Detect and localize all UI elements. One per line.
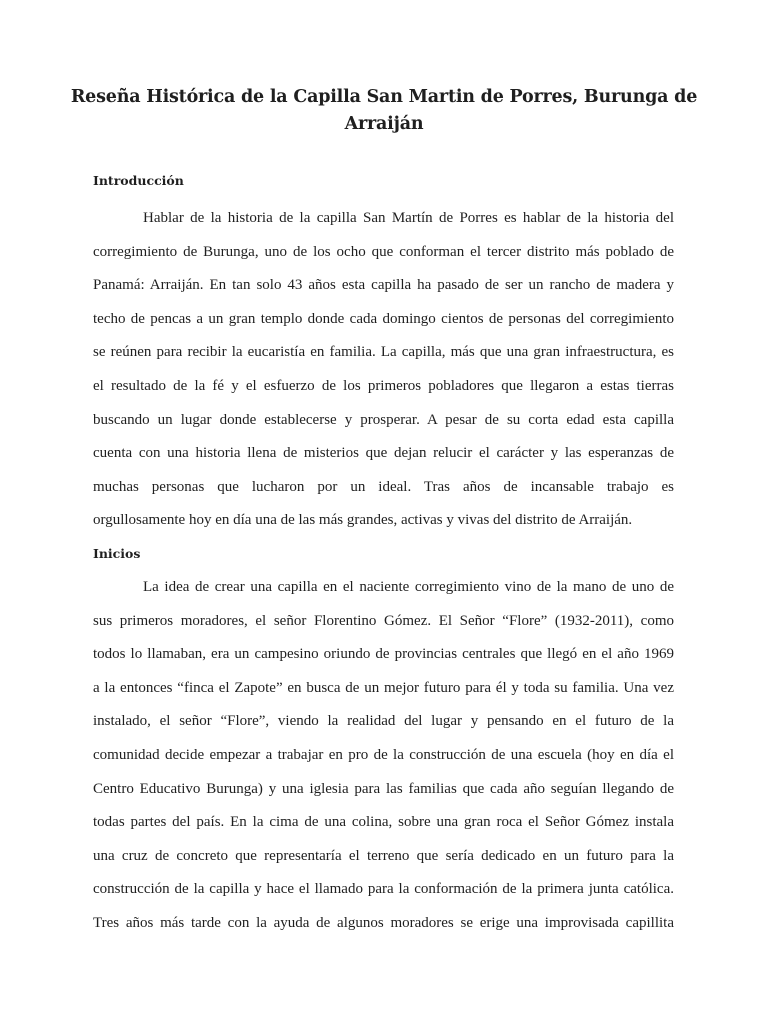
paragraph-line: Hablar de la historia de la capilla San Martín de Porres es hablar de la historia del	[143, 210, 674, 226]
paragraph-line: el resultado de la fé y el esfuerzo de los primeros pobladores que llegaron a estas tierras	[93, 377, 674, 394]
paragraph-line: muchas personas que lucharon por un ideal. Tras años de incansable trabajo es	[93, 478, 674, 495]
paragraph-inicios	[93, 571, 674, 941]
paragraph-line: instalado, el señor “Flore”, viendo la realidad del lugar y pensando en el futuro de la	[93, 713, 674, 730]
paragraph-line: corregimiento de Burunga, uno de los ocho que conforman el tercer distrito más poblado de	[93, 243, 674, 260]
paragraph-line: Panamá: Arraiján. En tan solo 43 años esta capilla ha pasado de ser un rancho de madera y	[93, 277, 674, 294]
paragraph-introduccion	[93, 202, 674, 538]
paragraph-line: una cruz de concreto que representaría el terreno que sería dedicado en un futuro para la	[93, 847, 674, 864]
paragraph-line: cuenta con una historia llena de misterios que dejan relucir el carácter y las esperanzas de	[93, 445, 674, 462]
paragraph-line: construcción de la capilla y hace el llamado para la conformación de la primera junta católica.	[93, 881, 674, 898]
paragraph-line: Tres años más tarde con la ayuda de algunos moradores se erige una improvisada capillita	[93, 914, 674, 931]
section-heading-inicios: Inicios	[93, 546, 141, 561]
paragraph-line: todas partes del país. En la cima de una colina, sobre una gran roca el Señor Gómez instala	[93, 814, 674, 831]
paragraph-line: La idea de crear una capilla en el naciente corregimiento vino de la mano de uno de	[143, 579, 674, 595]
paragraph-line: Centro Educativo Burunga) y una iglesia para las familias que cada año seguían llegando de	[93, 780, 674, 797]
paragraph-line: todos lo llamaban, era un campesino oriundo de provincias centrales que llegó en el año 1969	[93, 646, 674, 663]
paragraph-line: techo de pencas a un gran templo donde cada domingo cientos de personas del corregimiento	[93, 310, 674, 327]
paragraph-line: sus primeros moradores, el señor Florentino Gómez. El Señor “Flore” (1932-2011), como	[93, 612, 674, 629]
paragraph-line: se reúnen para recibir la eucaristía en familia. La capilla, más que una gran infraestructura, es	[93, 344, 674, 361]
paragraph-line: a la entonces “finca el Zapote” en busca de un mejor futuro para él y toda su familia. Una vez	[93, 679, 674, 696]
paragraph-line: comunidad decide empezar a trabajar en pro de la construcción de una escuela (hoy en día el	[93, 746, 674, 763]
section-heading-introduccion: Introducción	[93, 173, 184, 188]
paragraph-line: buscando un lugar donde establecerse y prosperar. A pesar de su corta edad esta capilla	[93, 411, 674, 428]
paragraph-line: orgullosamente hoy en día una de las más grandes, activas y vivas del distrito de Arraiján.	[93, 512, 633, 529]
document-title: Reseña Histórica de la Capilla San Martin de Porres, Burunga de Arraiján	[70, 87, 698, 134]
